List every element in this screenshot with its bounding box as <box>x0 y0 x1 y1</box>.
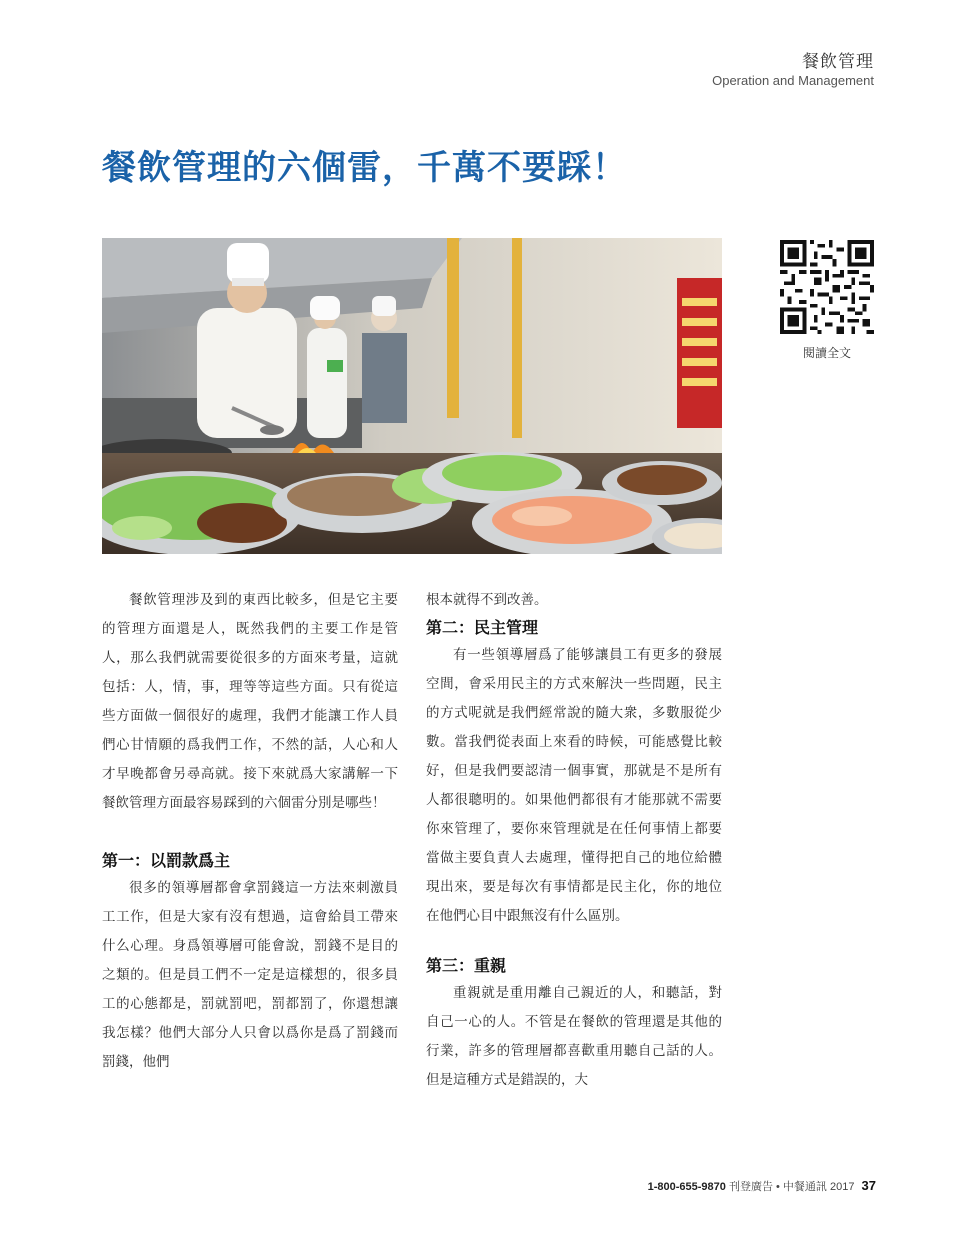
paragraph-two: 有一些領導層爲了能够讓員工有更多的發展空間，會采用民主的方式來解決一些問題，民主的方式呢就是我們經常說的隨大衆，多數服從少數。當我們從表面上來看的時候，可能感覺比較好，但是我們要認清一個事實，那就是不是所有人都很聰明的。如果他們都很有才能那就不需要你來管理了，要你來管理就是在任何事情上都要當做主要負責人去處理，懂得把自己的地位給體現出來，要是每次有事情都是民主化，你的地位在他們心目中跟無沒有什么區別。 <box>426 647 722 924</box>
section-title-en: Operation and Management <box>712 73 874 88</box>
left-column <box>102 586 398 1077</box>
heading-three: 第三：重親 <box>426 956 507 975</box>
page-footer <box>648 1178 876 1194</box>
continued-paragraph: 根本就得不到改善。 <box>426 592 548 608</box>
intro-paragraph: 餐飲管理涉及到的東西比較多，但是它主要的管理方面還是人，既然我們的主要工作是管人，那么我們就需要從很多的方面來考量，這就包括：人，情，事，理等等這些方面。只有從這些方面做一個很好的處理，我們才能讓工作人員們心甘情願的爲我們工作，不然的話，人心和人才早晚都會另尋高就。接下來就爲大家講解一下餐飲管理方面最容易踩到的六個雷分別是哪些！ <box>102 592 398 811</box>
section-header <box>712 52 874 90</box>
right-column <box>426 586 722 1095</box>
heading-two: 第二：民主管理 <box>426 618 539 637</box>
section-title-zh: 餐飲管理 <box>802 52 874 72</box>
heading-one: 第一：以罰款爲主 <box>102 851 231 870</box>
footer-text: 刊登廣告 • 中餐通訊 2017 <box>728 1181 855 1193</box>
article-title: 餐飲管理的六個雷，千萬不要踩！ <box>102 148 627 188</box>
footer-phone: 1-800-655-9870 <box>647 1181 726 1193</box>
qr-label: 閱讀全文 <box>802 346 851 360</box>
paragraph-three: 重親就是重用離自己親近的人，和聽話，對自己一心的人。不管是在餐飲的管理還是其他的行業，許多的管理層都喜歡重用聽自己話的人。但是這種方式是錯誤的，大 <box>426 985 722 1088</box>
qr-code[interactable] <box>778 240 876 334</box>
page-number: 37 <box>861 1178 876 1193</box>
kitchen-photo <box>102 238 722 554</box>
paragraph-one: 很多的領導層都會拿罰錢這一方法來刺激員工工作，但是大家有沒有想過，這會給員工帶來什么心理。身爲領導層可能會說，罰錢不是目的之類的。但是員工們不一定是這樣想的，很多員工的心態都是，罰就罰吧，罰都罰了，你還想讓我怎樣？他們大部分人只會以爲你是爲了罰錢而罰錢，他們 <box>102 880 398 1070</box>
